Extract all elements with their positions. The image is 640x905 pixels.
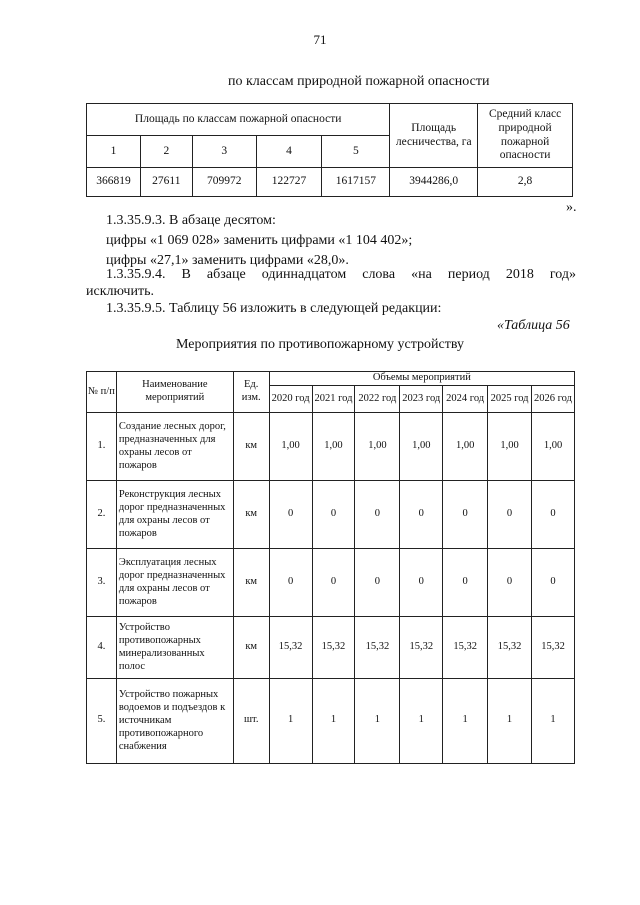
row-value: 0	[488, 480, 532, 548]
row-value: 15,32	[355, 616, 400, 678]
row-number: 5.	[87, 678, 117, 763]
header-year: 2024 год	[443, 385, 488, 412]
amendment-paragraph: цифры «27,1» заменить цифрами «28,0».	[106, 253, 349, 268]
class-number: 5	[322, 136, 390, 168]
row-value: 0	[443, 548, 488, 616]
class-number: 1	[87, 136, 141, 168]
header-year: 2025 год	[488, 385, 532, 412]
header-unit: Ед. изм.	[233, 372, 269, 413]
row-value: 0	[532, 548, 575, 616]
row-value: 0	[532, 480, 575, 548]
page-number: 71	[313, 32, 327, 47]
row-name: Устройство противопожарных минерализованных полос	[116, 616, 233, 678]
amendment-paragraph: 1.3.35.9.5. Таблицу 56 изложить в следующей редакции:	[106, 301, 442, 316]
table2-title: Мероприятия по противопожарному устройству	[176, 337, 464, 352]
row-value: 1	[400, 678, 443, 763]
row-value: 15,32	[400, 616, 443, 678]
table-cell: 3944286,0	[390, 168, 478, 197]
table-cell: 122727	[256, 168, 322, 197]
row-value: 1,00	[269, 412, 312, 480]
table-cell: 366819	[87, 168, 141, 197]
table-cell: 2,8	[478, 168, 573, 197]
table-row	[87, 168, 573, 197]
header-year: 2023 год	[400, 385, 443, 412]
row-unit: шт.	[233, 678, 269, 763]
amendment-paragraph: цифры «1 069 028» заменить цифрами «1 104 402»;	[106, 233, 413, 248]
row-value: 1,00	[355, 412, 400, 480]
row-value: 1	[532, 678, 575, 763]
row-value: 15,32	[443, 616, 488, 678]
header-number: № п/п	[87, 372, 117, 413]
amendment-paragraph: 1.3.35.9.4. В абзаце одиннадцатом слова «на период 2018 год»	[106, 267, 576, 282]
header-area-by-class: Площадь по классам пожарной опасности	[87, 104, 390, 136]
row-value: 1,00	[488, 412, 532, 480]
table-row	[87, 548, 575, 616]
header-year: 2021 год	[312, 385, 355, 412]
header-year: 2026 год	[532, 385, 575, 412]
row-unit: км	[233, 412, 269, 480]
row-value: 1	[269, 678, 312, 763]
table-cell: 1617157	[322, 168, 390, 197]
header-volumes: Объемы мероприятий	[269, 372, 574, 386]
row-name: Создание лесных дорог, предназначенных для охраны лесов от пожаров	[116, 412, 233, 480]
header-name: Наименование мероприятий	[116, 372, 233, 413]
table2-label: «Таблица 56	[497, 318, 570, 333]
row-value: 0	[312, 548, 355, 616]
row-unit: км	[233, 480, 269, 548]
row-number: 4.	[87, 616, 117, 678]
row-number: 2.	[87, 480, 117, 548]
row-value: 0	[400, 548, 443, 616]
class-number: 3	[192, 136, 256, 168]
table-cell: 27611	[140, 168, 192, 197]
row-value: 15,32	[312, 616, 355, 678]
row-number: 3.	[87, 548, 117, 616]
row-value: 0	[269, 480, 312, 548]
row-value: 0	[400, 480, 443, 548]
row-value: 15,32	[488, 616, 532, 678]
row-value: 1	[488, 678, 532, 763]
class-number: 2	[140, 136, 192, 168]
table-row	[87, 480, 575, 548]
row-name: Эксплуатация лесных дорог предназначенных для охраны лесов от пожаров	[116, 548, 233, 616]
amendment-paragraph: 1.3.35.9.3. В абзаце десятом:	[106, 213, 276, 228]
header-average-class: Средний класс природной пожарной опасности	[478, 104, 573, 168]
class-number: 4	[256, 136, 322, 168]
row-value: 0	[443, 480, 488, 548]
row-value: 0	[488, 548, 532, 616]
table-cell: 709972	[192, 168, 256, 197]
table-row	[87, 678, 575, 763]
row-name: Реконструкция лесных дорог предназначенных для охраны лесов от пожаров	[116, 480, 233, 548]
row-unit: км	[233, 616, 269, 678]
row-value: 1,00	[312, 412, 355, 480]
row-value: 1	[443, 678, 488, 763]
row-name: Устройство пожарных водоемов и подъездов к источникам противопожарного снабжения	[116, 678, 233, 763]
row-unit: км	[233, 548, 269, 616]
table1-title: по классам природной пожарной опасности	[228, 74, 490, 89]
header-forestry-area: Площадь лесничества, га	[390, 104, 478, 168]
row-value: 15,32	[269, 616, 312, 678]
row-value: 0	[355, 548, 400, 616]
fire-danger-class-table	[86, 103, 573, 197]
row-value: 1,00	[443, 412, 488, 480]
row-value: 1	[312, 678, 355, 763]
header-year: 2022 год	[355, 385, 400, 412]
row-number: 1.	[87, 412, 117, 480]
amendment-paragraph: исключить.	[86, 284, 154, 299]
row-value: 1	[355, 678, 400, 763]
table-row	[87, 616, 575, 678]
row-value: 15,32	[532, 616, 575, 678]
row-value: 0	[312, 480, 355, 548]
row-value: 1,00	[400, 412, 443, 480]
row-value: 0	[269, 548, 312, 616]
row-value: 0	[355, 480, 400, 548]
fire-prevention-measures-table	[86, 371, 575, 764]
closing-quote: ».	[566, 200, 577, 215]
header-year: 2020 год	[269, 385, 312, 412]
table-row	[87, 412, 575, 480]
row-value: 1,00	[532, 412, 575, 480]
